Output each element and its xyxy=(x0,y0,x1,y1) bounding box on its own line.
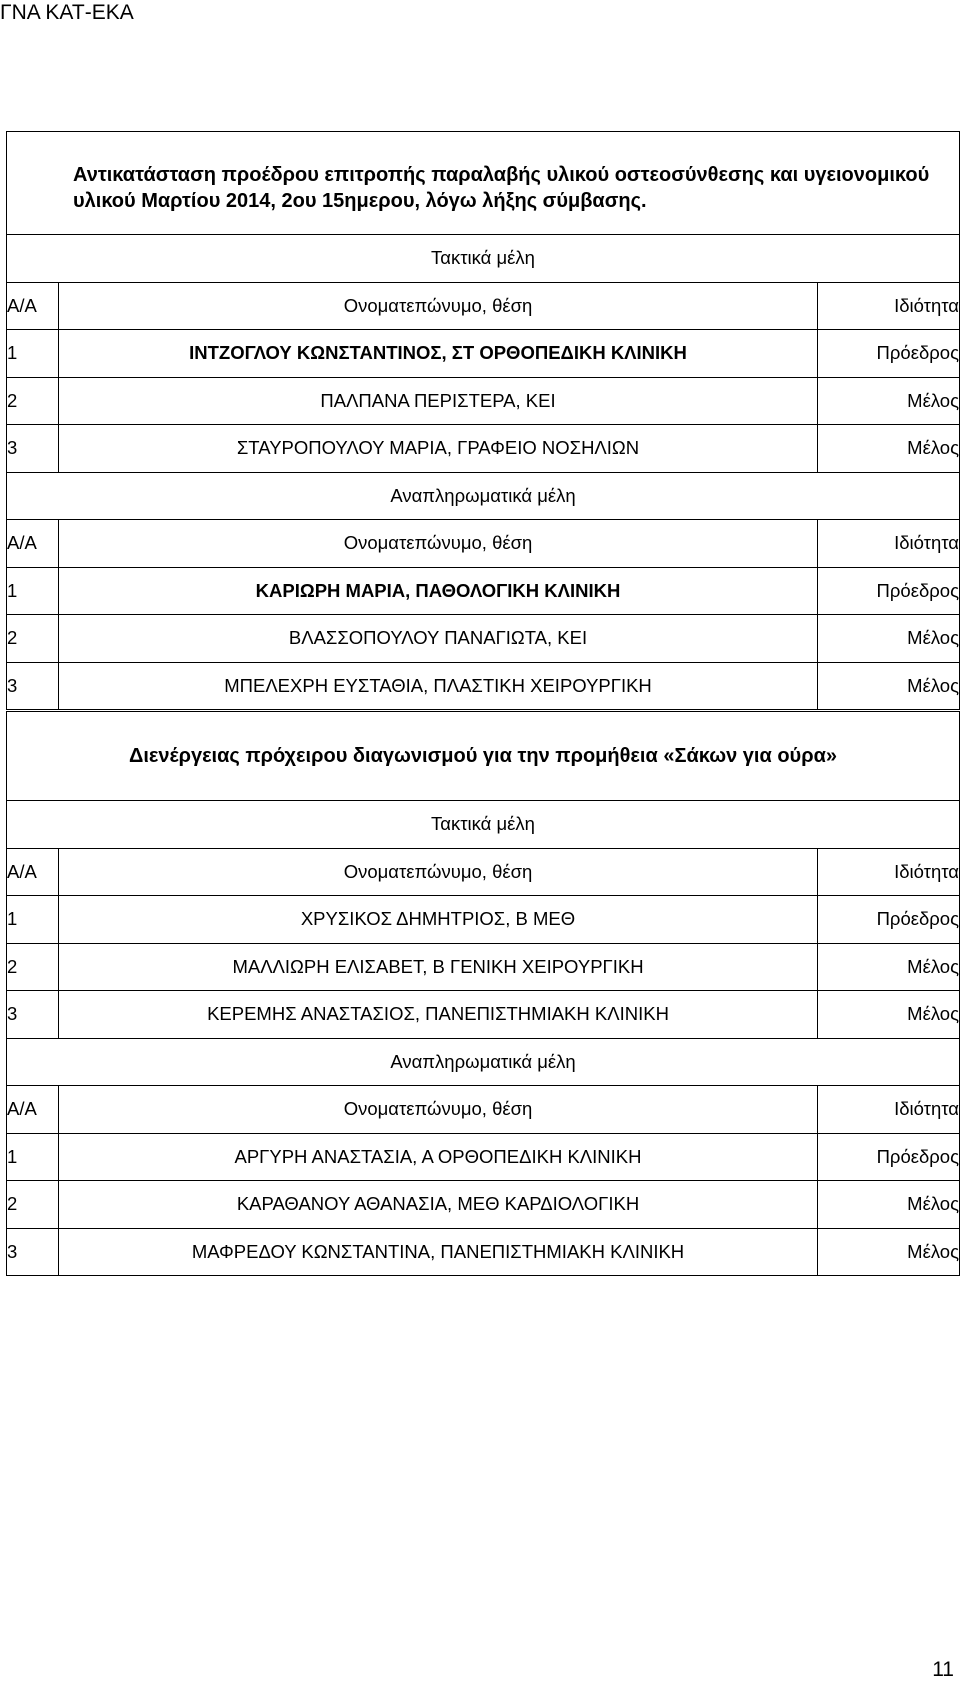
row-number: 1 xyxy=(7,330,59,378)
section-heading: Αναπληρωματικά μέλη xyxy=(7,472,960,520)
member-name: ΚΑΡΑΘΑΝΟΥ ΑΘΑΝΑΣΙΑ, ΜΕΘ ΚΑΡΔΙΟΛΟΓΙΚΗ xyxy=(59,1181,818,1229)
committee-title: Αντικατάσταση προέδρου επιτροπής παραλαβής υλικού οστεοσύνθεσης και υγειονομικού υλικού Μαρτίου 2014, 2ου 15ημερου, λόγω λήξης σύμβασης. xyxy=(7,132,960,235)
row-number: 3 xyxy=(7,425,59,473)
member-role: Πρόεδρος xyxy=(818,330,960,378)
table-row xyxy=(7,662,960,710)
section-heading: Τακτικά μέλη xyxy=(7,801,960,849)
column-header-role: Ιδιότητα xyxy=(818,282,960,330)
page-header: ΓΝΑ ΚΑΤ-ΕΚΑ xyxy=(0,1,134,24)
row-number: 2 xyxy=(7,1181,59,1229)
member-role: Μέλος xyxy=(818,943,960,991)
member-name: ΚΑΡΙΩΡΗ ΜΑΡΙΑ, ΠΑΘΟΛΟΓΙΚΗ ΚΛΙΝΙΚΗ xyxy=(59,567,818,615)
table-row xyxy=(7,615,960,663)
table-row xyxy=(7,1133,960,1181)
member-role: Πρόεδρος xyxy=(818,1133,960,1181)
section-heading-row xyxy=(7,1038,960,1086)
table-row xyxy=(7,567,960,615)
committee-table-1 xyxy=(6,131,960,710)
section-heading-row xyxy=(7,472,960,520)
committee-title-row xyxy=(7,712,960,801)
column-header-role: Ιδιότητα xyxy=(818,520,960,568)
member-role: Μέλος xyxy=(818,991,960,1039)
section-heading: Αναπληρωματικά μέλη xyxy=(7,1038,960,1086)
column-header-role: Ιδιότητα xyxy=(818,1086,960,1134)
row-number: 1 xyxy=(7,1133,59,1181)
member-role: Μέλος xyxy=(818,1228,960,1276)
column-header-row xyxy=(7,1086,960,1134)
column-header-aa: Α/Α xyxy=(7,848,59,896)
column-header-name: Ονοματεπώνυμο, θέση xyxy=(59,1086,818,1134)
member-name: ΧΡΥΣΙΚΟΣ ΔΗΜΗΤΡΙΟΣ, Β ΜΕΘ xyxy=(59,896,818,944)
column-header-aa: Α/Α xyxy=(7,1086,59,1134)
member-name: ΚΕΡΕΜΗΣ ΑΝΑΣΤΑΣΙΟΣ, ΠΑΝΕΠΙΣΤΗΜΙΑΚΗ ΚΛΙΝΙΚΗ xyxy=(59,991,818,1039)
member-role: Πρόεδρος xyxy=(818,896,960,944)
row-number: 1 xyxy=(7,567,59,615)
row-number: 3 xyxy=(7,662,59,710)
page-number: 11 xyxy=(932,1658,954,1681)
member-role: Πρόεδρος xyxy=(818,567,960,615)
row-number: 2 xyxy=(7,377,59,425)
section-heading-row xyxy=(7,801,960,849)
committee-title: Διενέργειας πρόχειρου διαγωνισμού για την προμήθεια «Σάκων για ούρα» xyxy=(7,712,960,801)
row-number: 3 xyxy=(7,991,59,1039)
row-number: 1 xyxy=(7,896,59,944)
table-row xyxy=(7,943,960,991)
column-header-row xyxy=(7,848,960,896)
member-name: ΑΡΓΥΡΗ ΑΝΑΣΤΑΣΙΑ, Α ΟΡΘΟΠΕΔΙΚΗ ΚΛΙΝΙΚΗ xyxy=(59,1133,818,1181)
column-header-role: Ιδιότητα xyxy=(818,848,960,896)
member-name: ΠΑΛΠΑΝΑ ΠΕΡΙΣΤΕΡΑ, ΚΕΙ xyxy=(59,377,818,425)
committee-table-2 xyxy=(6,711,960,1276)
member-name: ΣΤΑΥΡΟΠΟΥΛΟΥ ΜΑΡΙΑ, ΓΡΑΦΕΙΟ ΝΟΣΗΛΙΩΝ xyxy=(59,425,818,473)
column-header-aa: Α/Α xyxy=(7,282,59,330)
member-role: Μέλος xyxy=(818,425,960,473)
member-name: ΜΑΛΛΙΩΡΗ ΕΛΙΣΑΒΕΤ, Β ΓΕΝΙΚΗ ΧΕΙΡΟΥΡΓΙΚΗ xyxy=(59,943,818,991)
column-header-row xyxy=(7,282,960,330)
column-header-name: Ονοματεπώνυμο, θέση xyxy=(59,848,818,896)
table-row xyxy=(7,896,960,944)
member-name: ΜΠΕΛΕΧΡΗ ΕΥΣΤΑΘΙΑ, ΠΛΑΣΤΙΚΗ ΧΕΙΡΟΥΡΓΙΚΗ xyxy=(59,662,818,710)
member-name: ΜΑΦΡΕΔΟΥ ΚΩΝΣΤΑΝΤΙΝΑ, ΠΑΝΕΠΙΣΤΗΜΙΑΚΗ ΚΛΙΝΙΚΗ xyxy=(59,1228,818,1276)
column-header-row xyxy=(7,520,960,568)
member-role: Μέλος xyxy=(818,1181,960,1229)
row-number: 3 xyxy=(7,1228,59,1276)
committee-title-row xyxy=(7,132,960,235)
member-role: Μέλος xyxy=(818,615,960,663)
member-name: ΒΛΑΣΣΟΠΟΥΛΟΥ ΠΑΝΑΓΙΩΤΑ, ΚΕΙ xyxy=(59,615,818,663)
table-row xyxy=(7,377,960,425)
table-row xyxy=(7,330,960,378)
table-row xyxy=(7,425,960,473)
section-heading-row xyxy=(7,235,960,283)
member-role: Μέλος xyxy=(818,377,960,425)
table-row xyxy=(7,1228,960,1276)
row-number: 2 xyxy=(7,615,59,663)
column-header-aa: Α/Α xyxy=(7,520,59,568)
member-role: Μέλος xyxy=(818,662,960,710)
table-row xyxy=(7,1181,960,1229)
column-header-name: Ονοματεπώνυμο, θέση xyxy=(59,282,818,330)
row-number: 2 xyxy=(7,943,59,991)
column-header-name: Ονοματεπώνυμο, θέση xyxy=(59,520,818,568)
member-name: ΙΝΤΖΟΓΛΟΥ ΚΩΝΣΤΑΝΤΙΝΟΣ, ΣΤ ΟΡΘΟΠΕΔΙΚΗ ΚΛΙΝΙΚΗ xyxy=(59,330,818,378)
table-row xyxy=(7,991,960,1039)
section-heading: Τακτικά μέλη xyxy=(7,235,960,283)
